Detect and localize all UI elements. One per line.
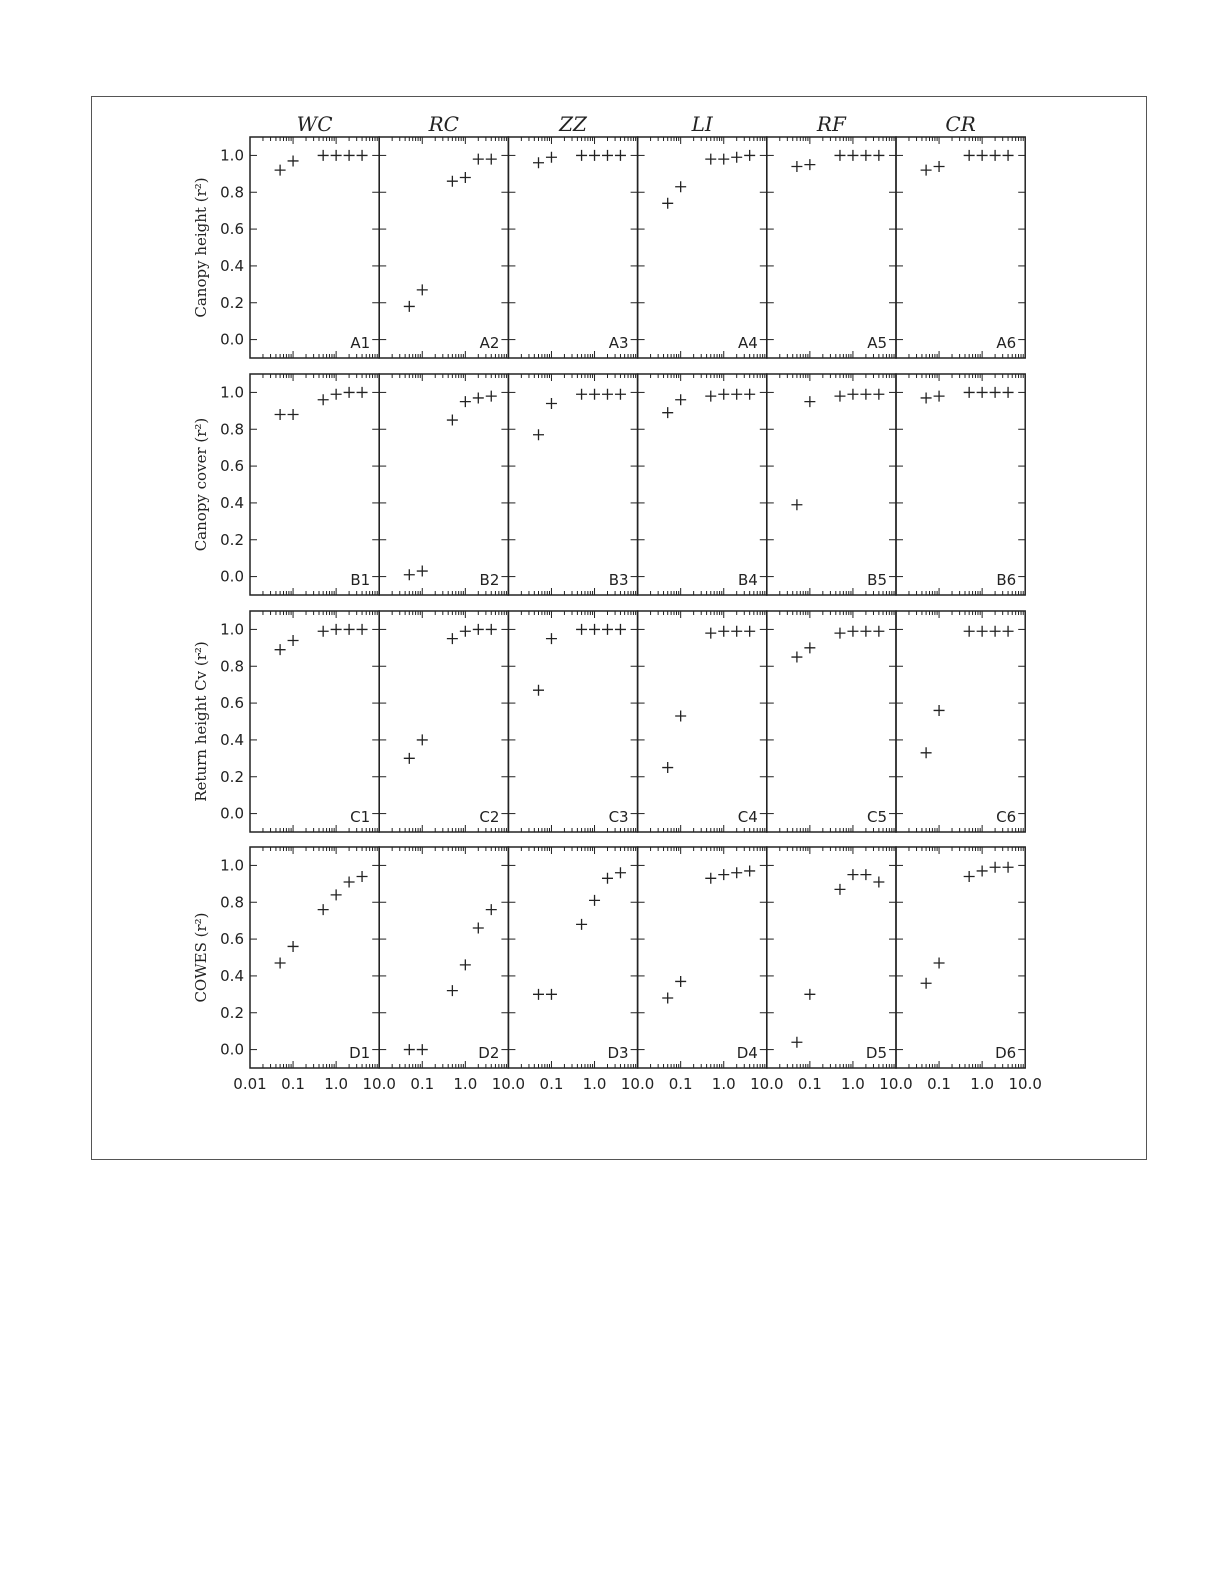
x-tick-label: 1.0 xyxy=(324,1075,349,1093)
panel-label: D6 xyxy=(995,1044,1017,1062)
data-point xyxy=(417,1044,428,1055)
x-tick-label: 1.0 xyxy=(711,1075,736,1093)
panel-frame xyxy=(508,611,637,832)
data-point xyxy=(934,391,945,402)
panel-c5 xyxy=(767,611,896,832)
data-point xyxy=(934,958,945,969)
row-label-1: Canopy height (r²) xyxy=(192,177,210,318)
data-point xyxy=(834,150,845,161)
data-point xyxy=(860,389,871,400)
y-tick-label: 0.4 xyxy=(220,493,244,512)
y-tick-label: 0.4 xyxy=(220,966,244,985)
data-point xyxy=(417,566,428,577)
data-point xyxy=(662,993,673,1004)
panel-frame xyxy=(379,611,508,832)
data-point xyxy=(486,904,497,915)
data-point xyxy=(990,862,1001,873)
x-tick-label: 10.0 xyxy=(750,1075,784,1093)
data-point xyxy=(589,389,600,400)
data-point xyxy=(460,172,471,183)
data-point xyxy=(447,176,458,187)
panel-label: B4 xyxy=(737,571,758,589)
panel-grid xyxy=(250,137,1025,1068)
data-point xyxy=(602,873,613,884)
y-tick-label: 0.2 xyxy=(220,1003,244,1022)
panel-label: C6 xyxy=(996,808,1017,826)
data-point xyxy=(804,396,815,407)
data-point xyxy=(533,157,544,168)
data-point xyxy=(675,976,686,987)
panel-a4 xyxy=(638,137,767,358)
panel-label: D4 xyxy=(736,1044,758,1062)
data-point xyxy=(486,154,497,165)
row-labels xyxy=(192,146,244,1058)
data-point xyxy=(705,391,716,402)
data-point xyxy=(921,978,932,989)
data-point xyxy=(589,895,600,906)
row-label-3: Return height Cv (r²) xyxy=(192,641,210,802)
panel-label: A6 xyxy=(996,334,1017,352)
data-point xyxy=(964,626,975,637)
data-point xyxy=(318,904,329,915)
data-point xyxy=(447,633,458,644)
data-point xyxy=(357,387,368,398)
panel-frame xyxy=(767,611,896,832)
data-point xyxy=(964,871,975,882)
data-point xyxy=(731,389,742,400)
data-point xyxy=(318,150,329,161)
panel-frame xyxy=(250,847,379,1068)
data-point xyxy=(615,624,626,635)
data-point xyxy=(675,181,686,192)
data-point xyxy=(1003,626,1014,637)
panel-label: C1 xyxy=(350,808,371,826)
data-point xyxy=(576,919,587,930)
panel-frame xyxy=(896,137,1025,358)
x-tick-label: 0.01 xyxy=(233,1075,267,1093)
data-point xyxy=(662,198,673,209)
data-point xyxy=(357,871,368,882)
data-point xyxy=(344,876,355,887)
data-point xyxy=(731,152,742,163)
panel-label: B5 xyxy=(867,571,887,589)
x-tick-label: 0.1 xyxy=(668,1075,693,1093)
data-point xyxy=(486,391,497,402)
data-point xyxy=(977,626,988,637)
data-point xyxy=(834,628,845,639)
panel-frame xyxy=(896,847,1025,1068)
panel-a5 xyxy=(767,137,896,358)
data-point xyxy=(275,165,286,176)
panel-d3 xyxy=(508,847,637,1068)
panel-label: B3 xyxy=(608,571,629,589)
data-point xyxy=(705,873,716,884)
x-tick-label: 10.0 xyxy=(491,1075,526,1093)
data-point xyxy=(705,154,716,165)
panel-frame xyxy=(638,137,767,358)
data-point xyxy=(847,150,858,161)
y-tick-label: 0.8 xyxy=(220,183,244,202)
panel-frame xyxy=(767,137,896,358)
data-point xyxy=(473,923,484,934)
panel-d2 xyxy=(379,847,508,1068)
data-point xyxy=(921,165,932,176)
panel-label: C3 xyxy=(608,808,629,826)
y-tick-label: 0.8 xyxy=(220,657,244,676)
data-point xyxy=(357,624,368,635)
panel-c2 xyxy=(379,611,508,832)
y-tick-label: 0.2 xyxy=(220,530,244,549)
data-point xyxy=(473,392,484,403)
data-point xyxy=(860,150,871,161)
panel-b6 xyxy=(896,374,1025,595)
x-tick-label: 0.1 xyxy=(539,1075,564,1093)
data-point xyxy=(344,624,355,635)
panel-label: A4 xyxy=(737,334,758,352)
data-point xyxy=(834,884,845,895)
data-point xyxy=(834,391,845,402)
panel-frame xyxy=(896,374,1025,595)
data-point xyxy=(546,398,557,409)
panel-a6 xyxy=(896,137,1025,358)
data-point xyxy=(602,150,613,161)
x-tick-label: 0.1 xyxy=(281,1075,305,1093)
y-tick-label: 0.4 xyxy=(220,256,244,275)
data-point xyxy=(964,150,975,161)
panel-frame xyxy=(250,137,379,358)
data-point xyxy=(977,387,988,398)
data-point xyxy=(533,429,544,440)
panel-frame xyxy=(250,611,379,832)
data-point xyxy=(589,624,600,635)
data-point xyxy=(615,389,626,400)
data-point xyxy=(791,499,802,510)
data-point xyxy=(860,869,871,880)
data-point xyxy=(934,705,945,716)
panel-frame xyxy=(508,137,637,358)
data-point xyxy=(718,389,729,400)
data-point xyxy=(744,626,755,637)
x-tick-label: 0.1 xyxy=(927,1075,951,1093)
x-tick-label: 1.0 xyxy=(582,1075,607,1093)
data-point xyxy=(847,626,858,637)
data-point xyxy=(318,394,329,405)
panel-frame xyxy=(767,847,896,1068)
data-point xyxy=(791,652,802,663)
data-point xyxy=(331,889,342,900)
data-point xyxy=(331,150,342,161)
x-tick-label: 10.0 xyxy=(620,1075,655,1093)
y-tick-label: 0.6 xyxy=(220,457,244,476)
panel-frame xyxy=(379,137,508,358)
data-point xyxy=(576,389,587,400)
data-point xyxy=(744,150,755,161)
data-point xyxy=(357,150,368,161)
panel-label: C4 xyxy=(737,808,758,826)
panel-a2 xyxy=(379,137,508,358)
data-point xyxy=(533,685,544,696)
data-point xyxy=(921,747,932,758)
data-point xyxy=(404,753,415,764)
y-tick-label: 0.4 xyxy=(220,730,244,749)
data-point xyxy=(546,989,557,1000)
panel-label: B2 xyxy=(479,571,500,589)
data-point xyxy=(288,941,299,952)
panel-frame xyxy=(638,611,767,832)
x-axis-tick-labels xyxy=(233,1075,1042,1093)
panel-frame xyxy=(767,374,896,595)
data-point xyxy=(460,959,471,970)
data-point xyxy=(602,624,613,635)
x-tick-label: 10.0 xyxy=(362,1075,396,1093)
data-point xyxy=(744,865,755,876)
y-tick-label: 0.0 xyxy=(220,1040,244,1059)
data-point xyxy=(675,394,686,405)
y-tick-label: 0.8 xyxy=(220,420,244,439)
data-point xyxy=(331,389,342,400)
data-point xyxy=(473,624,484,635)
data-point xyxy=(288,635,299,646)
y-tick-label: 0.2 xyxy=(220,767,244,786)
row-label-2: Canopy cover (r²) xyxy=(192,417,210,552)
column-title-cr: CR xyxy=(945,112,976,136)
panel-frame xyxy=(250,374,379,595)
data-point xyxy=(589,150,600,161)
panel-c4 xyxy=(638,611,767,832)
panel-c3 xyxy=(508,611,637,832)
data-point xyxy=(990,626,1001,637)
data-point xyxy=(718,154,729,165)
data-point xyxy=(460,626,471,637)
x-tick-label: 1.0 xyxy=(453,1075,478,1093)
panel-label: D5 xyxy=(865,1044,887,1062)
data-point xyxy=(873,876,884,887)
data-point xyxy=(873,626,884,637)
data-point xyxy=(847,869,858,880)
panel-frame xyxy=(638,847,767,1068)
data-point xyxy=(331,624,342,635)
panel-label: D2 xyxy=(478,1044,500,1062)
data-point xyxy=(804,159,815,170)
data-point xyxy=(546,152,557,163)
y-tick-label: 0.0 xyxy=(220,330,244,349)
data-point xyxy=(576,150,587,161)
panel-b2 xyxy=(379,374,508,595)
y-tick-label: 0.0 xyxy=(220,567,244,586)
x-tick-label: 1.0 xyxy=(841,1075,865,1093)
y-tick-label: 1.0 xyxy=(220,383,244,402)
panel-label: A1 xyxy=(350,334,371,352)
panel-b1 xyxy=(250,374,379,595)
data-point xyxy=(731,867,742,878)
data-point xyxy=(417,284,428,295)
data-point xyxy=(447,985,458,996)
x-tick-label: 0.1 xyxy=(410,1075,435,1093)
data-point xyxy=(791,1037,802,1048)
data-point xyxy=(804,642,815,653)
data-point xyxy=(275,644,286,655)
panel-a3 xyxy=(508,137,637,358)
y-tick-label: 1.0 xyxy=(220,620,244,639)
panel-frame xyxy=(508,374,637,595)
data-point xyxy=(744,389,755,400)
data-point xyxy=(873,389,884,400)
data-point xyxy=(460,396,471,407)
data-point xyxy=(546,633,557,644)
data-point xyxy=(576,624,587,635)
panel-c6 xyxy=(896,611,1025,832)
data-point xyxy=(847,389,858,400)
data-point xyxy=(473,154,484,165)
data-point xyxy=(718,626,729,637)
data-point xyxy=(921,392,932,403)
data-point xyxy=(731,626,742,637)
data-point xyxy=(934,161,945,172)
panel-d1 xyxy=(250,847,379,1068)
y-tick-label: 1.0 xyxy=(220,856,244,875)
data-point xyxy=(288,155,299,166)
panel-label: A2 xyxy=(479,334,500,352)
data-point xyxy=(602,389,613,400)
data-point xyxy=(615,150,626,161)
panel-label: A5 xyxy=(867,334,887,352)
data-point xyxy=(873,150,884,161)
x-tick-label: 0.1 xyxy=(797,1075,822,1093)
panel-d5 xyxy=(767,847,896,1068)
panel-c1 xyxy=(250,611,379,832)
data-point xyxy=(675,710,686,721)
x-tick-label: 10.0 xyxy=(1008,1075,1042,1093)
column-title-rc: RC xyxy=(428,112,459,136)
data-point xyxy=(705,628,716,639)
y-tick-label: 0.0 xyxy=(220,804,244,823)
panel-label: C5 xyxy=(866,808,887,826)
data-point xyxy=(804,989,815,1000)
panel-label: C2 xyxy=(479,808,500,826)
data-point xyxy=(275,958,286,969)
y-tick-label: 0.8 xyxy=(220,893,244,912)
data-point xyxy=(404,569,415,580)
data-point xyxy=(791,161,802,172)
y-tick-label: 0.6 xyxy=(220,220,244,239)
data-point xyxy=(990,150,1001,161)
data-point xyxy=(344,150,355,161)
panel-d4 xyxy=(638,847,767,1068)
panel-label: D1 xyxy=(349,1044,371,1062)
y-tick-label: 0.6 xyxy=(220,694,244,713)
data-point xyxy=(417,734,428,745)
panel-frame xyxy=(638,374,767,595)
row-label-4: COWES (r²) xyxy=(192,912,210,1003)
data-point xyxy=(344,387,355,398)
data-point xyxy=(990,387,1001,398)
y-tick-label: 0.2 xyxy=(220,293,244,312)
x-tick-label: 10.0 xyxy=(879,1075,913,1093)
panel-frame xyxy=(508,847,637,1068)
data-point xyxy=(964,387,975,398)
panel-b3 xyxy=(508,374,637,595)
data-point xyxy=(1003,150,1014,161)
data-point xyxy=(662,407,673,418)
panel-label: B1 xyxy=(350,571,371,589)
panel-label: B6 xyxy=(996,571,1017,589)
data-point xyxy=(288,409,299,420)
data-point xyxy=(275,409,286,420)
y-tick-label: 0.6 xyxy=(220,930,244,949)
data-point xyxy=(615,867,626,878)
panel-b4 xyxy=(638,374,767,595)
column-title-li: LI xyxy=(691,112,713,136)
data-point xyxy=(977,865,988,876)
panel-a1 xyxy=(250,137,379,358)
panel-frame xyxy=(379,374,508,595)
data-point xyxy=(447,415,458,426)
panel-b5 xyxy=(767,374,896,595)
data-point xyxy=(1003,387,1014,398)
column-title-rf: RF xyxy=(816,112,846,136)
panel-label: D3 xyxy=(607,1044,629,1062)
data-point xyxy=(404,1044,415,1055)
panel-frame xyxy=(379,847,508,1068)
x-tick-label: 1.0 xyxy=(970,1075,995,1093)
column-title-wc: WC xyxy=(296,112,333,136)
data-point xyxy=(977,150,988,161)
data-point xyxy=(1003,862,1014,873)
data-point xyxy=(486,624,497,635)
data-point xyxy=(662,762,673,773)
panel-d6 xyxy=(896,847,1025,1068)
panel-frame xyxy=(896,611,1025,832)
data-point xyxy=(533,989,544,1000)
panel-label: A3 xyxy=(608,334,629,352)
column-title-zz: ZZ xyxy=(559,112,587,136)
data-point xyxy=(404,301,415,312)
y-tick-label: 1.0 xyxy=(220,146,244,165)
column-titles xyxy=(297,112,976,136)
data-point xyxy=(718,869,729,880)
data-point xyxy=(318,626,329,637)
data-point xyxy=(860,626,871,637)
